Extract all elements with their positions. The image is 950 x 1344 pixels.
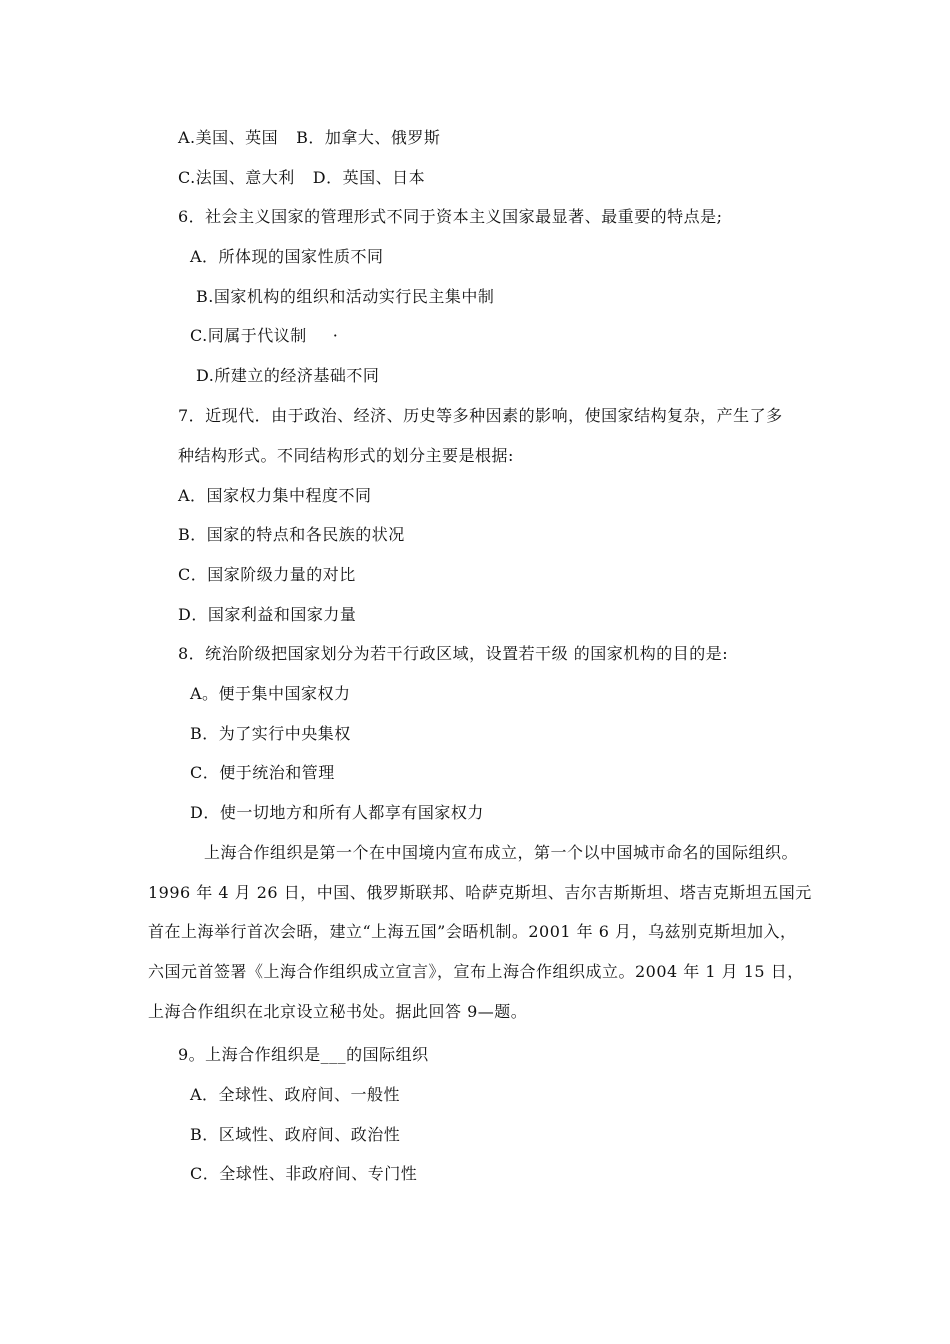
q7-option-b: B．国家的特点和各民族的状况 xyxy=(178,525,405,544)
q5-option-c: C.法国、意大利 xyxy=(178,168,295,187)
q7-stem-line-2: 种结构形式。不同结构形式的划分主要是根据: xyxy=(178,446,514,465)
q6-option-b: B.国家机构的组织和活动实行民主集中制 xyxy=(196,287,495,306)
q5-options-row-1 xyxy=(178,128,440,148)
q9-option-c: C．全球性、非政府间、专门性 xyxy=(190,1164,418,1183)
q8-stem: 8．统治阶级把国家划分为若干行政区域，设置若干级 的国家机构的目的是: xyxy=(178,644,729,663)
passage-line-2: 1996 年 4 月 26 日，中国、俄罗斯联邦、哈萨克斯坦、吉尔吉斯斯坦、塔吉克斯坦五国元 xyxy=(148,883,812,902)
q5-option-d: D．英国、日本 xyxy=(312,168,426,187)
q7-stem-line-1: 7．近现代．由于政治、经济、历史等多种因素的影响，使国家结构复杂，产生了多 xyxy=(178,406,783,425)
q7-option-d: D．国家利益和国家力量 xyxy=(178,605,357,624)
q6-stem: 6．社会主义国家的管理形式不同于资本主义国家最显著、最重要的特点是; xyxy=(178,207,723,226)
q7-option-a: A．国家权力集中程度不同 xyxy=(178,486,372,505)
q9-stem: 9。上海合作组织是___的国际组织 xyxy=(178,1045,429,1064)
q8-option-d: D．使一切地方和所有人都享有国家权力 xyxy=(190,803,484,822)
q7-option-c: C．国家阶级力量的对比 xyxy=(178,565,356,584)
q8-option-a: A。便于集中国家权力 xyxy=(190,684,351,703)
q8-option-c: C．便于统治和管理 xyxy=(190,763,335,782)
q5-option-a: A.美国、英国 xyxy=(178,128,279,147)
passage-line-3: 首在上海举行首次会晤，建立“上海五国”会晤机制。2001 年 6 月，乌兹别克斯坦加入， xyxy=(148,922,797,941)
q6-option-c: C.同属于代议制 xyxy=(190,326,307,345)
q6-option-c-row xyxy=(190,326,338,346)
q6-option-d: D.所建立的经济基础不同 xyxy=(196,366,380,385)
q9-option-b: B．区域性、政府间、政治性 xyxy=(190,1125,401,1144)
q5-options-row-2 xyxy=(178,168,425,188)
q5-option-b: B．加拿大、俄罗斯 xyxy=(296,128,441,147)
q6-option-a: A．所体现的国家性质不同 xyxy=(190,247,384,266)
passage-line-5: 上海合作组织在北京设立秘书处。据此回答 9—题。 xyxy=(148,1002,528,1021)
q8-option-b: B．为了实行中央集权 xyxy=(190,724,351,743)
passage-line-1: 上海合作组织是第一个在中国境内宣布成立，第一个以中国城市命名的国际组织。 xyxy=(204,843,799,862)
q9-option-a: A．全球性、政府间、一般性 xyxy=(190,1085,401,1104)
passage-line-4: 六国元首签署《上海合作组织成立宣言》，宣布上海合作组织成立。2004 年 1 月 15 日， xyxy=(148,962,804,981)
stray-mark: · xyxy=(332,326,339,345)
